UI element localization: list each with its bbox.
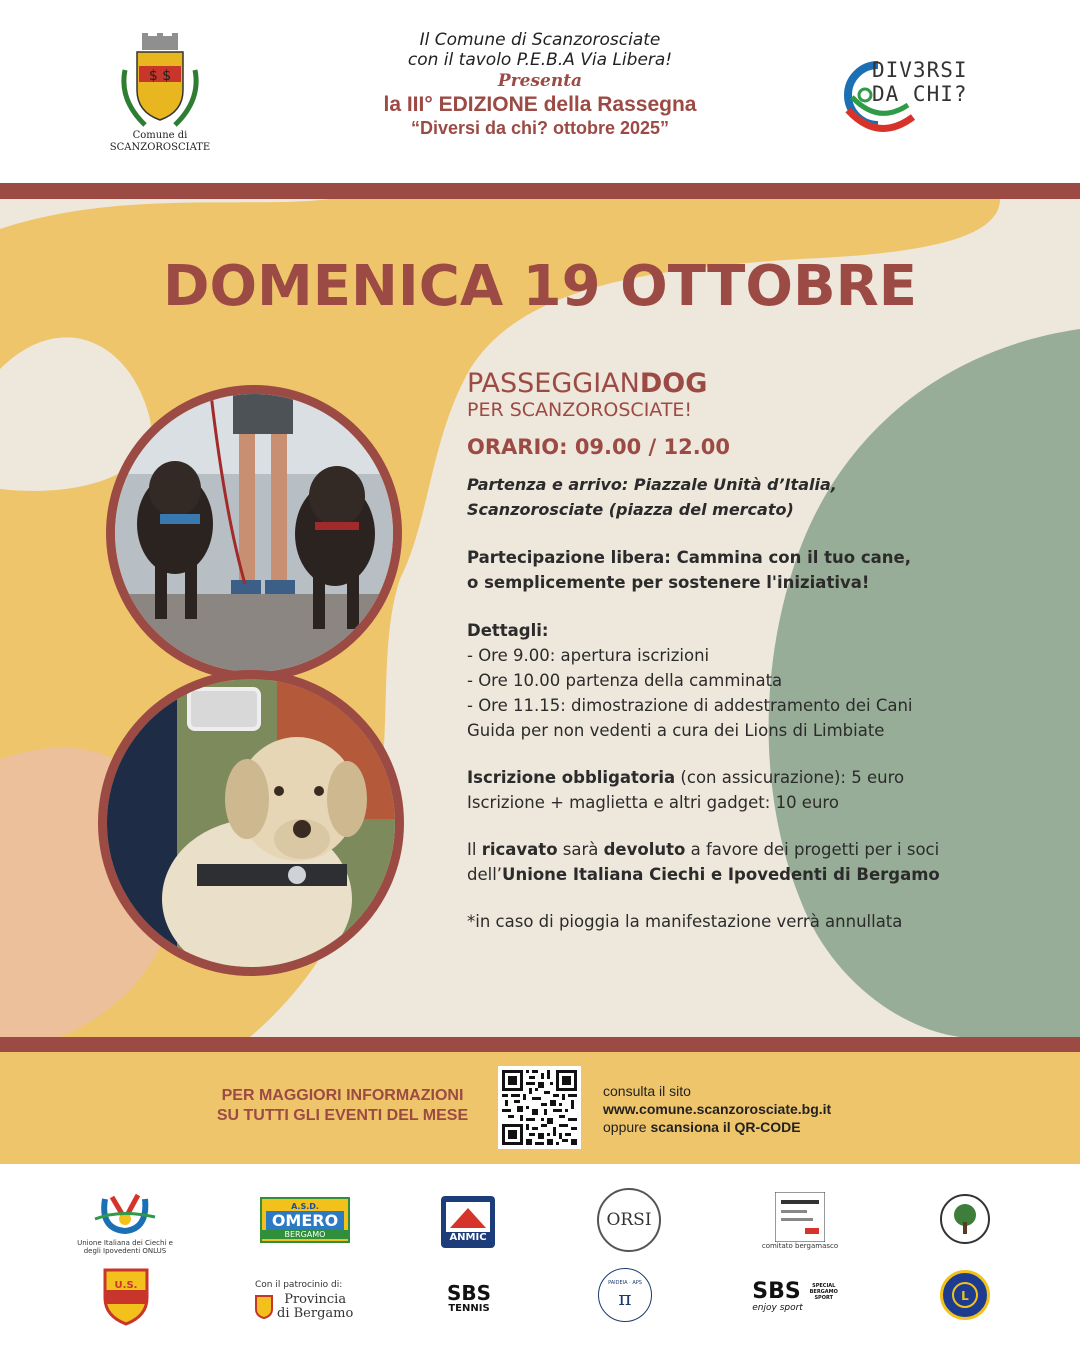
header-line2: con il tavolo P.E.B.A Via Libera! <box>407 50 673 70</box>
event-section <box>0 199 1080 1037</box>
header-presenta: Presenta <box>497 71 583 91</box>
crest-label-line2: SCANZOROSCIATE <box>109 142 211 153</box>
info-bar <box>0 1052 1080 1164</box>
registration-info <box>467 765 1027 815</box>
sbs-special-label: SPECIAL BERGAMO SPORT <box>809 1283 838 1301</box>
provincia-shield-icon <box>255 1295 273 1319</box>
tree-icon <box>948 1202 982 1236</box>
lions-icon <box>951 1281 979 1309</box>
omero-city: BERGAMO <box>262 1230 348 1239</box>
registration-rest: (con assicurazione): 5 euro <box>675 768 905 787</box>
brand-line1: DIV3RSI <box>872 58 968 82</box>
uici-icon <box>90 1189 160 1239</box>
crest-label-line1: Comune di <box>132 130 188 141</box>
details-item: - Ore 10.00 partenza della camminata <box>467 671 783 690</box>
omero-name: OMERO <box>266 1211 344 1230</box>
proceeds-org: Unione Italiana Ciechi e Ipovedenti di Bergamo <box>502 865 940 884</box>
header-edition: la III° EDIZIONE della Rassegna <box>383 93 697 116</box>
proceeds-info <box>467 837 1027 887</box>
pi-symbol: π <box>618 1286 632 1310</box>
bottom-divider-band <box>0 1037 1080 1052</box>
participation-text <box>467 545 1027 595</box>
tree-association-logo <box>940 1194 990 1244</box>
comitato-caption: comitato bergamasco <box>761 1242 839 1250</box>
provincia-line2: di Bergamo <box>277 1305 354 1321</box>
paideia-label: PAIDEIA · APS <box>608 1280 642 1286</box>
event-title-part1: PASSEGGIAN <box>467 368 640 399</box>
municipality-label <box>90 130 230 154</box>
qr-code-icon[interactable] <box>498 1066 581 1149</box>
anmic-label: ANMIC <box>449 1231 487 1243</box>
info-heading-line2: SU TUTTI GLI EVENTI DEL MESE <box>216 1107 469 1124</box>
patrocinio-label: Con il patrocinio di: <box>255 1279 343 1290</box>
provincia-logo <box>255 1270 365 1330</box>
orsi-label: ORSI <box>606 1210 652 1230</box>
svg-text:L: L <box>961 1289 969 1303</box>
comitato-icon <box>775 1192 825 1242</box>
details-item: - Ore 11.15: dimostrazione di addestramento dei Cani <box>467 696 913 715</box>
proceeds-text: Il <box>467 840 482 859</box>
event-subtitle: PER SCANZOROSCIATE! <box>467 399 693 421</box>
details-item: Guida per non vedenti a cura dei Lions di Limbiate <box>467 721 885 740</box>
event-time: ORARIO: 09.00 / 12.00 <box>467 435 730 459</box>
participation-line1: Partecipazione libera: Cammina con il tuo cane, <box>467 548 911 567</box>
lions-logo <box>940 1270 990 1320</box>
sbs-special-name: SBS <box>752 1279 801 1304</box>
proceeds-text: sarà <box>557 840 604 859</box>
location-line1: Partenza e arrivo: Piazzale Unità d’Italia, <box>467 475 837 494</box>
proceeds-bold: ricavato <box>481 840 558 859</box>
info-heading-line1: PER MAGGIORI INFORMAZIONI <box>221 1087 464 1104</box>
omero-logo <box>260 1197 350 1243</box>
location-line2: Scanzorosciate (piazza del mercato) <box>467 500 794 519</box>
provincia-line1: Provincia <box>284 1291 347 1307</box>
consult-text: consulta il sito <box>603 1083 691 1099</box>
brand-text <box>872 58 968 106</box>
website-link[interactable]: www.comune.scanzorosciate.bg.it <box>603 1101 832 1117</box>
sponsor-logos <box>0 1164 1080 1350</box>
participation-line2: o semplicemente per sostenere l'iniziativa! <box>467 573 870 592</box>
paideia-logo <box>598 1268 652 1322</box>
registration-line2: Iscrizione + maglietta e altri gadget: 10 euro <box>467 793 839 812</box>
scan-text: scansiona il QR-CODE <box>650 1119 801 1135</box>
info-heading <box>180 1086 505 1126</box>
brand-line2: DA CHI? <box>872 82 968 106</box>
details-list <box>467 643 1027 743</box>
event-details <box>467 369 1027 934</box>
proceeds-text: dell’ <box>467 865 503 884</box>
header-line1: Il Comune di Scanzorosciate <box>419 30 661 50</box>
us-label: U.S. <box>114 1280 138 1291</box>
sbs-tennis-logo <box>436 1276 502 1320</box>
details-item: - Ore 9.00: apertura iscrizioni <box>467 646 710 665</box>
orsi-logo <box>597 1188 661 1252</box>
rain-note: *in caso di pioggia la manifestazione verrà annullata <box>467 912 903 931</box>
us-shield-icon <box>103 1268 149 1326</box>
header-festival: “Diversi da chi? ottobre 2025” <box>410 118 670 138</box>
proceeds-bold: devoluto <box>603 840 686 859</box>
header <box>0 0 1080 183</box>
us-club-logo <box>103 1268 149 1326</box>
event-date-title: DOMENICA 19 OTTOBRE <box>162 254 918 319</box>
dogs-walking-photo <box>106 385 402 681</box>
sbs-tennis-label: TENNIS <box>448 1302 490 1314</box>
anmic-logo <box>441 1196 495 1248</box>
sbs-enjoy-label: enjoy sport <box>752 1303 803 1313</box>
guide-dog-photo <box>98 670 404 976</box>
details-heading: Dettagli: <box>467 621 549 640</box>
svg-text:$ $: $ $ <box>148 68 172 84</box>
sbs-tennis-name: SBS <box>446 1280 492 1305</box>
uici-caption: Unione Italiana dei Ciechi e degli Ipovedenti ONLUS <box>77 1238 173 1255</box>
header-text <box>320 30 760 139</box>
event-title-part2: DOG <box>639 368 708 399</box>
or-text: oppure <box>603 1119 651 1135</box>
comitato-logo <box>750 1186 850 1256</box>
sbs-special-logo <box>748 1276 848 1318</box>
info-contact <box>603 1082 831 1136</box>
uici-logo <box>75 1184 175 1259</box>
registration-bold: Iscrizione obbligatoria <box>467 768 676 787</box>
event-title <box>467 369 1027 399</box>
top-divider-band <box>0 183 1080 199</box>
anmic-icon <box>446 1202 490 1232</box>
omero-top: A.S.D. <box>291 1201 319 1211</box>
event-location <box>467 472 1027 522</box>
proceeds-text: a favore dei progetti per i soci <box>685 840 940 859</box>
